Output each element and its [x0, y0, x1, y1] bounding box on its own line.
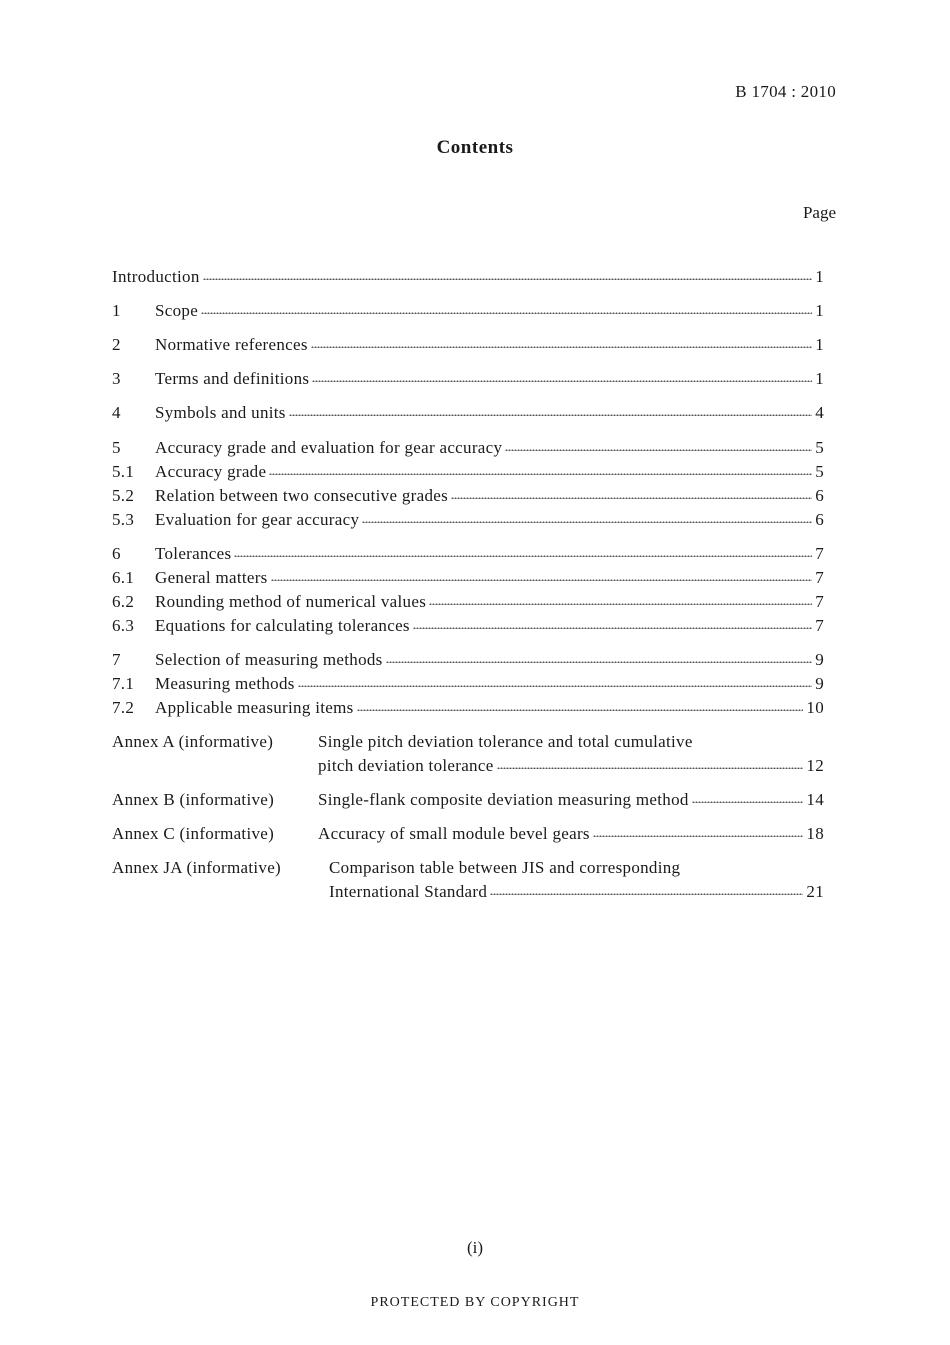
toc-entry[interactable] [112, 368, 824, 390]
copyright-notice: PROTECTED BY COPYRIGHT [370, 1295, 580, 1310]
dot-leader [386, 649, 813, 663]
toc-entry-page: 7 [815, 592, 824, 611]
annex-label: Annex B (informative) [112, 790, 275, 809]
toc-entry-page: 1 [815, 369, 824, 388]
toc-entry-title: Measuring methods [155, 674, 295, 693]
toc-entry-title: Accuracy grade [155, 462, 267, 481]
page-column-heading: Page [802, 203, 836, 222]
toc-entry-page: 1 [815, 301, 824, 320]
annex-page: 14 [806, 790, 824, 809]
toc-entry[interactable] [112, 485, 824, 507]
toc-entry-page: 9 [815, 650, 824, 669]
toc-entry[interactable] [112, 266, 824, 288]
document-number: B 1704 : 2010 [735, 82, 836, 101]
toc-entry-number: 6.1 [112, 568, 135, 587]
dot-leader [429, 591, 812, 605]
toc-entry-page: 10 [806, 698, 824, 717]
toc-entry-number: 6.2 [112, 592, 135, 611]
dot-leader [203, 266, 813, 280]
dot-leader [497, 755, 804, 769]
toc-entry-number: 7.1 [112, 674, 135, 693]
toc-entry[interactable] [112, 615, 824, 637]
toc-entry-page: 9 [815, 674, 824, 693]
toc-entry-number: 5.1 [112, 462, 135, 481]
toc-entry-number: 3 [112, 369, 121, 388]
toc-entry-page: 4 [815, 403, 824, 422]
toc-entry-page: 7 [815, 544, 824, 563]
annex-title-line2: International Standard [329, 882, 488, 901]
toc-entry[interactable] [112, 591, 824, 613]
dot-leader [451, 485, 812, 499]
annex-label: Annex C (informative) [112, 824, 275, 843]
dot-leader [271, 567, 813, 581]
toc-entry-page: 7 [815, 616, 824, 635]
toc-entry-page: 6 [815, 486, 824, 505]
toc-entry-number: 6.3 [112, 616, 135, 635]
toc-entry[interactable] [112, 697, 824, 719]
dot-leader [201, 300, 812, 314]
toc-entry-title: Symbols and units [155, 403, 286, 422]
toc-entry-number: 4 [112, 403, 121, 422]
toc-entry-title: Scope [155, 301, 199, 320]
toc-entry-title: Introduction [112, 267, 200, 286]
toc-entry-title: Tolerances [155, 544, 232, 563]
toc-entry[interactable] [112, 673, 824, 695]
toc-entry[interactable] [112, 461, 824, 483]
toc-entry-number: 7.2 [112, 698, 135, 717]
annex-title-line1: Accuracy of small module bevel gears [318, 824, 590, 843]
annex-page: 12 [806, 756, 824, 775]
toc-entry-number: 5.2 [112, 486, 135, 505]
annex-title-line2: pitch deviation tolerance [318, 756, 494, 775]
toc-entry[interactable] [112, 649, 824, 671]
page-folio: (i) [466, 1238, 484, 1257]
annex-title-line1: Comparison table between JIS and corresponding [329, 858, 681, 877]
dot-leader [289, 402, 812, 416]
toc-entry-number: 5.3 [112, 510, 135, 529]
annex-page: 21 [806, 882, 824, 901]
toc-entry-title: Applicable measuring items [155, 698, 354, 717]
dot-leader [357, 697, 804, 711]
annex-title-line1: Single-flank composite deviation measuring method [318, 790, 689, 809]
annex-entry[interactable] [112, 857, 824, 905]
annex-entry[interactable] [112, 823, 824, 845]
dot-leader [269, 461, 812, 475]
toc-entry-title: Relation between two consecutive grades [155, 486, 449, 505]
toc-entry[interactable] [112, 334, 824, 356]
annex-title-line1: Single pitch deviation tolerance and total cumulative [318, 732, 693, 751]
toc-entry-page: 6 [815, 510, 824, 529]
toc-entry-number: 5 [112, 438, 121, 457]
toc-entry[interactable] [112, 509, 824, 531]
toc-entry-page: 5 [815, 462, 824, 481]
toc-entry-title: Normative references [155, 335, 308, 354]
dot-leader [692, 789, 804, 803]
annex-page: 18 [806, 824, 824, 843]
dot-leader [362, 509, 812, 523]
toc-entry[interactable] [112, 300, 824, 322]
dot-leader [490, 881, 803, 895]
dot-leader [311, 334, 812, 348]
dot-leader [505, 437, 812, 451]
page-title: Contents [436, 137, 514, 158]
dot-leader [413, 615, 812, 629]
annex-label: Annex A (informative) [112, 732, 274, 751]
toc-entry[interactable] [112, 437, 824, 459]
toc-entry-title: Accuracy grade and evaluation for gear accuracy [155, 438, 503, 457]
toc-entry-page: 1 [815, 335, 824, 354]
toc-entry-page: 7 [815, 568, 824, 587]
annex-label: Annex JA (informative) [112, 858, 282, 877]
toc-entry-title: Rounding method of numerical values [155, 592, 427, 611]
toc-entry-title: Evaluation for gear accuracy [155, 510, 360, 529]
annex-entry[interactable] [112, 731, 824, 779]
toc-entry-page: 5 [815, 438, 824, 457]
dot-leader [234, 543, 812, 557]
toc-entry-title: Equations for calculating tolerances [155, 616, 410, 635]
toc-entry-number: 7 [112, 650, 121, 669]
toc-entry-title: General matters [155, 568, 268, 587]
toc-entry-title: Selection of measuring methods [155, 650, 383, 669]
toc-entry-title: Terms and definitions [155, 369, 310, 388]
dot-leader [298, 673, 813, 687]
toc-entry-number: 6 [112, 544, 121, 563]
toc-entry-page: 1 [815, 267, 824, 286]
toc-entry-number: 1 [112, 301, 121, 320]
dot-leader [312, 368, 812, 382]
dot-leader [593, 823, 804, 837]
toc-entry[interactable] [112, 543, 824, 565]
toc-entry[interactable] [112, 567, 824, 589]
annex-entry[interactable] [112, 789, 824, 811]
toc-entry-number: 2 [112, 335, 121, 354]
toc-entry[interactable] [112, 402, 824, 424]
